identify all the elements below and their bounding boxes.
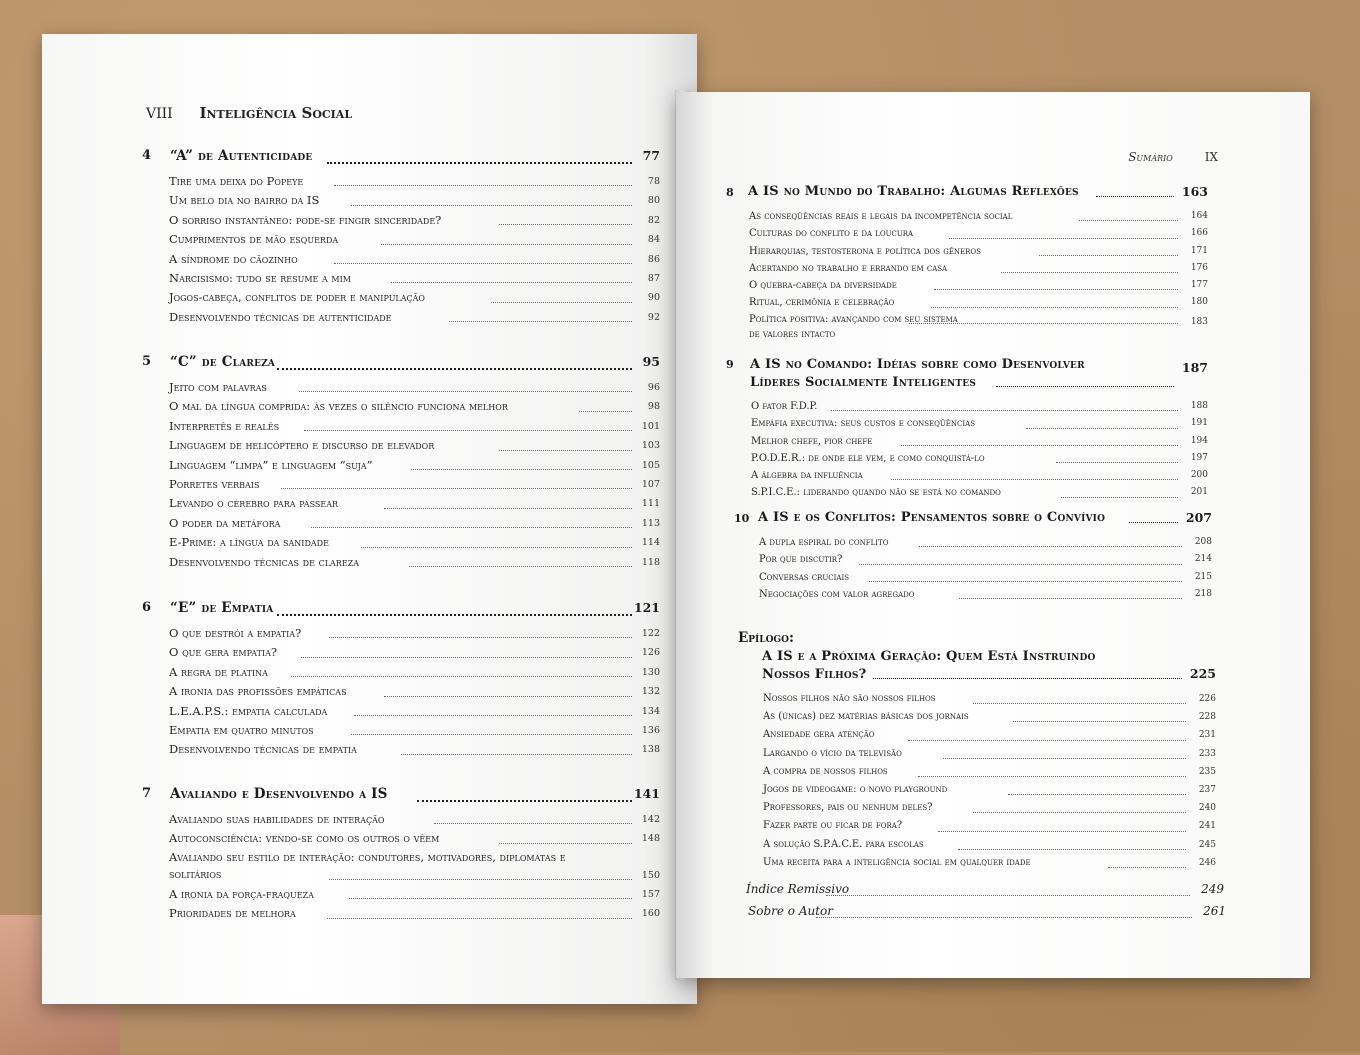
toc-entry[interactable]: A álgebra da influência 200 bbox=[751, 470, 1208, 482]
toc-entry[interactable]: Largando o vício da televisão 233 bbox=[763, 747, 1216, 759]
chapter-number: 8 bbox=[726, 186, 734, 199]
toc-entry[interactable]: Empáfia executiva: seus custos e conseqüências 191 bbox=[751, 418, 1208, 430]
toc-entry[interactable]: Política positiva: avançando com seu sistema de valores intacto 183 bbox=[749, 313, 1208, 340]
toc-entry[interactable]: A compra de nossos filhos 235 bbox=[763, 765, 1216, 777]
chapter-6 bbox=[142, 600, 660, 760]
toc-entry[interactable]: Por que discutir? 214 bbox=[759, 554, 1212, 566]
toc-entry[interactable]: O que destrói a empatia? 122 bbox=[169, 626, 660, 640]
toc-entry[interactable]: Uma receita para a inteligência social em qualquer idade 246 bbox=[763, 856, 1216, 868]
running-head-right bbox=[1128, 150, 1218, 164]
running-title: Sumário bbox=[1128, 150, 1173, 164]
epilogue-label: Epílogo: bbox=[738, 630, 794, 646]
toc-entry[interactable]: Jogos de videogame: o novo playground 237 bbox=[763, 783, 1216, 795]
toc-entry[interactable]: Narcisismo: tudo se resume a mim 87 bbox=[169, 270, 660, 285]
chapter-heading bbox=[142, 148, 660, 168]
toc-entry[interactable]: Desenvolvendo técnicas de autenticidade 92 bbox=[169, 309, 660, 324]
chapter-8 bbox=[726, 184, 1208, 344]
toc-entry[interactable]: As (únicas) dez matérias básicas dos jornais 228 bbox=[763, 711, 1216, 723]
chapter-heading bbox=[142, 786, 660, 806]
toc-entry[interactable]: Professores, pais ou nenhum deles? 240 bbox=[763, 802, 1216, 814]
toc-entry[interactable]: Culturas do conflito e da loucura 166 bbox=[749, 228, 1208, 240]
toc-entry[interactable]: O fator F.D.P. 188 bbox=[751, 401, 1208, 412]
chapter-9 bbox=[726, 356, 1208, 502]
toc-entry[interactable]: O sorriso instantâneo: pode-se fingir sinceridade? 82 bbox=[169, 212, 660, 227]
chapter-title: A IS no Comando: Idéias sobre como Desenvolver Líderes Socialmente Inteligentes bbox=[750, 357, 1085, 390]
chapter-heading bbox=[726, 356, 1208, 394]
toc-entry[interactable]: Jeito com palavras 96 bbox=[169, 380, 660, 394]
chapter-page: 77 bbox=[642, 148, 660, 163]
chapter-10 bbox=[734, 510, 1212, 603]
toc-entry[interactable]: A dupla espiral do conflito 208 bbox=[759, 537, 1212, 548]
left-page bbox=[42, 34, 697, 1004]
chapter-5 bbox=[142, 354, 660, 572]
chapter-page: 95 bbox=[642, 354, 660, 369]
toc-entry[interactable]: Prioridades de melhora 160 bbox=[169, 906, 660, 921]
toc-entry[interactable]: O que gera empatia? 126 bbox=[169, 645, 660, 660]
about-author-entry[interactable]: Sobre o Autor 261 bbox=[748, 904, 1226, 918]
chapter-heading bbox=[142, 600, 660, 620]
chapter-7 bbox=[142, 786, 660, 924]
toc-entry[interactable]: Tire uma deixa do Popeye 78 bbox=[169, 174, 660, 188]
running-head-left bbox=[146, 104, 352, 122]
toc-entry[interactable]: P.O.D.E.R.: de onde ele vem, e como conquistá-lo 197 bbox=[751, 452, 1208, 464]
chapter-heading bbox=[142, 354, 660, 374]
chapter-page: 225 bbox=[1189, 666, 1216, 681]
toc-entry[interactable]: Nossos filhos não são nossos filhos 226 bbox=[763, 693, 1216, 704]
toc-entry[interactable]: Linguagem de helicóptero e discurso de elevador 103 bbox=[169, 438, 660, 453]
toc-entry[interactable]: A regra de platina 130 bbox=[169, 664, 660, 679]
index-entry[interactable]: Índice Remissivo 249 bbox=[746, 882, 1224, 896]
chapter-title: A IS no Mundo do Trabalho: Algumas Reflexões bbox=[748, 184, 1079, 199]
page-number: IX bbox=[1204, 150, 1218, 164]
toc-entry[interactable]: Cumprimentos de mão esquerda 84 bbox=[169, 232, 660, 247]
toc-entry[interactable]: Um belo dia no bairro da IS 80 bbox=[169, 193, 660, 208]
toc-entry[interactable]: O poder da metáfora 113 bbox=[169, 515, 660, 530]
toc-entry[interactable]: Negociações com valor agregado 218 bbox=[759, 588, 1212, 600]
toc-entry[interactable]: Avaliando suas habilidades de interação 142 bbox=[169, 812, 660, 826]
toc-entry[interactable]: A síndrome do cãozinho 86 bbox=[169, 251, 660, 266]
toc-entry[interactable]: Jogos-cabeça, conflitos de poder e manipulação 90 bbox=[169, 290, 660, 305]
toc-entry[interactable]: Melhor chefe, pior chefe 194 bbox=[751, 435, 1208, 447]
toc-entry[interactable]: Levando o cérebro para passear 111 bbox=[169, 496, 660, 511]
chapter-title: “E” de Empatia bbox=[170, 600, 274, 616]
chapter-title: A IS e a Próxima Geração: Quem Está Instruindo Nossos Filhos? bbox=[762, 649, 1096, 682]
toc-entry[interactable]: Hierarquias, testosterona e política dos gêneros 171 bbox=[749, 245, 1208, 257]
toc-entry[interactable]: Ritual, cerimônia e celebração 180 bbox=[749, 297, 1208, 309]
toc-entry[interactable]: Desenvolvendo técnicas de clareza 118 bbox=[169, 554, 660, 569]
toc-entry[interactable]: E-Prime: a língua da sanidade 114 bbox=[169, 535, 660, 550]
toc-entry[interactable]: Interpretês e realês 101 bbox=[169, 418, 660, 433]
chapter-page: 141 bbox=[633, 786, 660, 801]
chapter-4 bbox=[142, 148, 660, 327]
chapter-title: A IS e os Conflitos: Pensamentos sobre o Convívio bbox=[758, 510, 1106, 525]
toc-entry[interactable]: Empatia em quatro minutos 136 bbox=[169, 722, 660, 737]
toc-entry[interactable]: Linguagem “limpa” e linguagem “suja” 105 bbox=[169, 457, 660, 472]
chapter-heading bbox=[726, 184, 1208, 204]
right-page bbox=[676, 92, 1310, 978]
toc-entry[interactable]: A ironia da força-fraqueza 157 bbox=[169, 886, 660, 901]
chapter-page: 207 bbox=[1185, 510, 1212, 525]
chapter-title: “C” de Clareza bbox=[170, 354, 276, 370]
leader-dots bbox=[873, 678, 1182, 679]
leader-dots bbox=[1129, 522, 1178, 523]
toc-entry[interactable]: Acertando no trabalho e errando em casa 176 bbox=[749, 262, 1208, 274]
chapter-number: 10 bbox=[734, 512, 750, 525]
leader-dots bbox=[996, 386, 1174, 387]
toc-entry[interactable]: L.E.A.P.S.: empatia calculada 134 bbox=[169, 703, 660, 718]
chapter-page: 121 bbox=[633, 600, 660, 615]
toc-entry[interactable]: Porretes verbais 107 bbox=[169, 476, 660, 491]
toc-entry[interactable]: Avaliando seu estilo de interação: condutores, motivadores, diplomatas e solitários 150 bbox=[169, 849, 660, 881]
chapter-number: 5 bbox=[142, 354, 152, 369]
toc-entry[interactable]: O mal da língua comprida: às vezes o silêncio funciona melhor 98 bbox=[169, 399, 660, 414]
toc-entry[interactable]: As conseqüências reais e legais da incompetência social 164 bbox=[749, 211, 1208, 222]
leader-dots bbox=[417, 800, 632, 802]
toc-entry[interactable]: Conversas cruciais 215 bbox=[759, 571, 1212, 583]
toc-entry[interactable]: Autoconsciência: vendo-se como os outros o vêem 148 bbox=[169, 831, 660, 846]
toc-entry[interactable]: A ironia das profissões empáticas 132 bbox=[169, 684, 660, 699]
chapter-number: 9 bbox=[726, 358, 734, 371]
chapter-heading bbox=[738, 648, 1216, 686]
toc-entry[interactable]: A solução S.P.A.C.E. para escolas 245 bbox=[763, 838, 1216, 850]
leader-dots bbox=[277, 368, 632, 370]
toc-entry[interactable]: O quebra-cabeça da diversidade 177 bbox=[749, 280, 1208, 292]
toc-entry[interactable]: Desenvolvendo técnicas de empatia 138 bbox=[169, 742, 660, 757]
chapter-number: 4 bbox=[142, 148, 152, 163]
leader-dots bbox=[1096, 196, 1174, 197]
leader-dots bbox=[277, 614, 632, 616]
toc-entry[interactable]: Ansiedade gera atenção 231 bbox=[763, 729, 1216, 741]
chapter-heading bbox=[734, 510, 1212, 530]
chapter-title: “A” de Autenticidade bbox=[170, 148, 313, 164]
epilogue bbox=[738, 648, 1216, 872]
chapter-number: 7 bbox=[142, 786, 152, 801]
chapter-number: 6 bbox=[142, 600, 152, 615]
toc-entry[interactable]: S.P.I.C.E.: liderando quando não se está no comando 201 bbox=[751, 487, 1208, 499]
running-title: Inteligência Social bbox=[199, 104, 353, 122]
toc-entry[interactable]: Fazer parte ou ficar de fora? 241 bbox=[763, 820, 1216, 832]
chapter-page: 187 bbox=[1181, 360, 1208, 375]
chapter-title: Avaliando e Desenvolvendo a IS bbox=[170, 786, 388, 802]
chapter-page: 163 bbox=[1181, 184, 1208, 199]
page-number: VIII bbox=[146, 106, 173, 122]
leader-dots bbox=[327, 162, 632, 164]
